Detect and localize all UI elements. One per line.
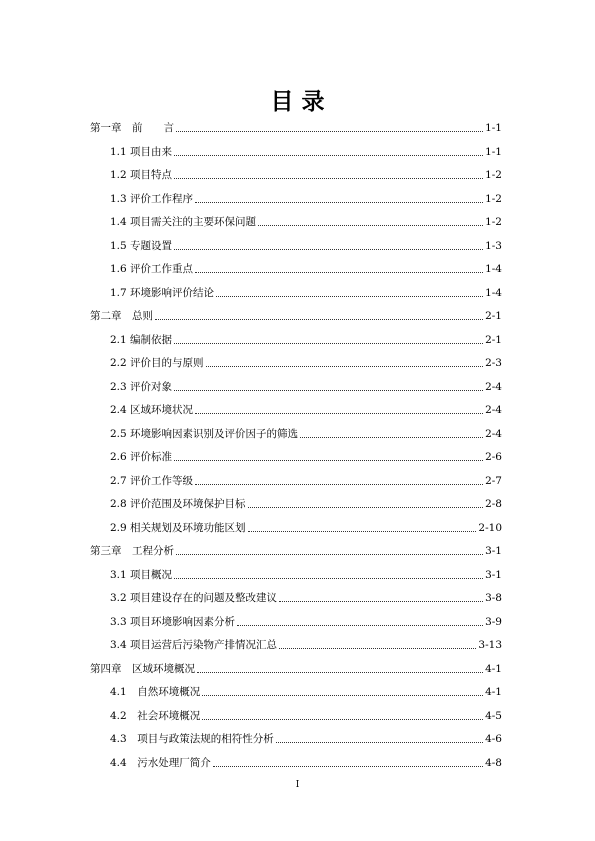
toc-entry-label: 1.2 项目特点 [110,169,173,181]
toc-entry-page: 3-13 [478,639,502,651]
toc-entry[interactable] [90,118,502,134]
toc-entry-page: 4-5 [485,709,502,722]
toc-entry[interactable] [110,236,502,252]
toc-entry-page: 4-1 [485,686,502,698]
toc-entry-page: 4-8 [485,756,502,769]
toc-entry-page: 2-4 [485,404,502,416]
dot-leader [174,378,483,391]
dot-leader [174,143,483,156]
toc-entry-page: 2-10 [478,521,502,534]
toc-entry[interactable] [110,635,502,651]
dot-leader [248,519,477,532]
toc-entry[interactable] [110,212,502,228]
toc-entry-page: 2-4 [485,427,502,440]
dot-leader [195,472,483,485]
toc-entry[interactable] [110,377,502,393]
toc-entry-page: 3-1 [485,545,502,557]
dot-leader [216,284,483,297]
toc-entry-page: 1-1 [485,122,502,134]
dot-leader [174,566,483,579]
toc-entry-label: 2.6 评价标准 [110,451,173,463]
toc-entry-label: 1.5 专题设置 [110,239,173,252]
dot-leader [176,542,483,555]
toc-entry-label: 2.1 编制依据 [110,333,173,346]
toc-entry[interactable] [110,189,502,205]
toc-entry[interactable] [110,471,502,487]
toc-entry[interactable] [110,353,502,369]
toc-entry-label: 2.3 评价对象 [110,380,173,393]
dot-leader [174,166,483,179]
dot-leader [258,213,483,226]
dot-leader [174,237,483,250]
toc-entry-label: 3.4 项目运营后污染物产排情况汇总 [110,639,278,651]
toc-entry[interactable] [110,518,502,534]
toc-entry[interactable] [110,142,502,158]
toc-entry-label: 1.4 项目需关注的主要环保问题 [110,216,257,228]
toc-entry-label: 4.1 自然环境概况 [110,686,201,698]
toc-entry[interactable] [110,753,502,769]
toc-entry[interactable] [110,330,502,346]
toc-entry-label: 4.2 社会环境概况 [110,709,201,722]
dot-leader [213,754,483,767]
toc-entry-label: 2.7 评价工作等级 [110,474,194,487]
toc-entry-label: 3.1 项目概况 [110,568,173,581]
toc-entry-page: 2-4 [485,380,502,393]
toc-entry-label: 1.7 环境影响评价结论 [110,286,215,299]
toc-entry-label: 1.3 评价工作程序 [110,192,194,205]
toc-entry-page: 1-1 [485,145,502,158]
toc-entry-label: 2.8 评价范围及环境保护目标 [110,498,246,510]
dot-leader [237,613,483,626]
dot-leader [174,448,483,461]
toc-entry-page: 2-6 [485,451,502,463]
toc-entry-page: 3-8 [485,592,502,604]
toc-entry[interactable] [90,541,502,557]
dot-leader [195,260,483,273]
page-title: 目 录 [270,88,325,115]
toc-entry-page: 4-6 [485,733,502,745]
toc-entry[interactable] [110,612,502,628]
toc-entry[interactable] [110,447,502,463]
toc-entry[interactable] [110,165,502,181]
toc-entry-label: 第二章 总则 [90,310,153,322]
toc-entry-label: 第三章 工程分析 [90,545,174,557]
dot-leader [176,119,483,132]
dot-leader [279,589,483,602]
toc-entry-label: 3.3 项目环境影响因素分析 [110,615,236,628]
toc-entry-page: 2-7 [485,474,502,487]
dot-leader [206,354,484,367]
dot-leader [197,660,483,673]
toc-entry-label: 2.2 评价目的与原则 [110,357,204,369]
toc-entry-label: 第四章 区域环境概况 [90,662,195,675]
toc-entry[interactable] [110,283,502,299]
page-number: I [295,780,300,790]
toc-entry[interactable] [110,494,502,510]
dot-leader [155,307,483,320]
toc-entry[interactable] [110,259,502,275]
toc-entry[interactable] [90,659,502,675]
toc-entry-page: 1-4 [485,286,502,299]
toc-entry[interactable] [110,682,502,698]
toc-entry-page: 1-3 [485,239,502,252]
toc-entry-page: 4-1 [485,662,502,675]
dot-leader [202,683,483,696]
dot-leader [276,730,483,743]
toc-entry-label: 2.4 区域环境状况 [110,404,194,416]
toc-entry-page: 1-2 [485,169,502,181]
dot-leader [195,401,483,414]
toc-entry-page: 2-1 [485,310,502,322]
toc-entry[interactable] [110,565,502,581]
toc-entry-label: 1.6 评价工作重点 [110,263,194,275]
toc-entry-page: 3-1 [485,568,502,581]
toc-entry-page: 1-4 [485,263,502,275]
toc-entry[interactable] [110,424,502,440]
dot-leader [248,495,484,508]
toc-entry[interactable] [110,400,502,416]
dot-leader [300,425,483,438]
dot-leader [279,636,476,649]
toc-entry-page: 2-3 [485,357,502,369]
toc-entry-label: 3.2 项目建设存在的问题及整改建议 [110,592,278,604]
dot-leader [174,331,483,344]
toc-entry-label: 2.9 相关规划及环境功能区划 [110,521,246,534]
toc-entry-label: 1.1 项目由来 [110,145,173,158]
toc-entry-label: 第一章 前 言 [90,122,174,134]
toc-entry-page: 2-1 [485,333,502,346]
toc-entry-label: 4.3 项目与政策法规的相符性分析 [110,733,274,745]
toc-entry-label: 2.5 环境影响因素识别及评价因子的筛选 [110,427,299,440]
toc-entry[interactable] [110,729,502,745]
toc-entry[interactable] [110,706,502,722]
toc-entry[interactable] [110,588,502,604]
toc-entry[interactable] [90,306,502,322]
toc-entry-page: 1-2 [485,216,502,228]
toc-entry-page: 2-8 [485,498,502,510]
toc-entry-label: 4.4 污水处理厂简介 [110,756,211,769]
dot-leader [195,190,483,203]
dot-leader [202,707,483,720]
toc-entry-page: 3-9 [485,615,502,628]
toc-entry-page: 1-2 [485,192,502,205]
